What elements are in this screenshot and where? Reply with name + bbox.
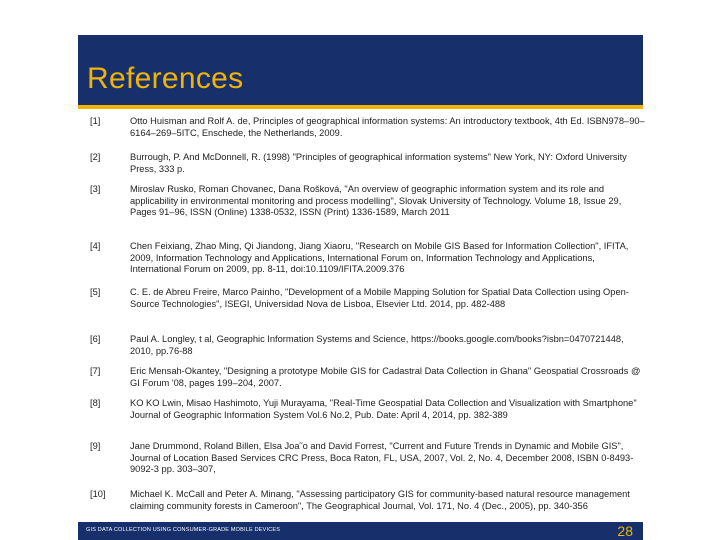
reference-number: [1] bbox=[90, 116, 101, 126]
reference-number: [7] bbox=[90, 366, 101, 376]
reference-text: C. E. de Abreu Freire, Marco Painho, "Development of a Mobile Mapping Solution for Spatial Data Collection using Open-Source Technologies", ISEGI, Universidad Nova de Lisboa, Elsevier Ltd. 2014, pp. 482-488 bbox=[130, 287, 629, 309]
slide-footer bbox=[78, 522, 643, 540]
reference-text: Chen Feixiang, Zhao Ming, Qi Jiandong, Jiang Xiaoru, "Research on Mobile GIS Based for Information Collection", IFITA, 2009, Information Technology and Applications, International Forum on, Information Technology and Applications, International Forum on 2009, pp. 8-11, doi:10.1109/IFITA.2009.376 bbox=[130, 241, 629, 275]
reference-number: [5] bbox=[90, 287, 101, 297]
reference-text: Jane Drummond, Roland Billen, Elsa Joa˜o and David Forrest, "Current and Future Trends in Dynamic and Mobile GIS", Journal of Location Based Services CRC Press, Boca Raton, FL, USA, 2007, Vol. 2, No. 4, December 2008, ISBN 0-8493-9092-3 pp. 303–307, bbox=[130, 441, 634, 475]
reference-number: [2] bbox=[90, 152, 101, 162]
reference-text: Michael K. McCall and Peter A. Minang, "Assessing participatory GIS for community-based natural resource management claiming community forests in Cameroon", The Geographical Journal, Vol. 171, No. 4 (Dec., 2005), pp. 340-356 bbox=[130, 489, 630, 511]
reference-text: Burrough, P. And McDonnell, R. (1998) "Principles of geographical information systems" New York, NY: Oxford University Press, 333 p. bbox=[130, 152, 627, 174]
reference-text: Eric Mensah-Okantey, "Designing a prototype Mobile GIS for Cadastral Data Collection in Ghana" Geospatial Crossroads @ GI Forum '08, pages 199–204, 2007. bbox=[130, 366, 641, 388]
reference-text: Paul A. Longley, t al, Geographic Information Systems and Science, https://books.google.com/books?isbn=0470721448, 2010, pp.76-88 bbox=[130, 334, 624, 356]
reference-text: Otto Huisman and Rolf A. de, Principles of geographical information systems: An introductory textbook, 4th Ed. ISBN978–90–6164–269–5ITC, Enschede, the Netherlands, 2009. bbox=[130, 116, 645, 138]
reference-text: Miroslav Rusko, Roman Chovanec, Dana Rošková, "An overview of geographic information system and its role and applicability in environmental monitoring and process modelling", Slovak University of Technology. Volume 18, Issue 29, Pages 91–96, ISSN (Online) 1338-0532, ISSN (Print) 1336-1589, March 2011 bbox=[130, 184, 622, 218]
reference-number: [4] bbox=[90, 241, 101, 251]
reference-text: KO KO Lwin, Misao Hashimoto, Yuji Murayama, "Real-Time Geospatial Data Collection and Visualization with Smartphone" Journal of Geographic Information System Vol.6 No.2, Pub. Date: April 4, 2014, pp. 382-389 bbox=[130, 398, 637, 420]
reference-number: [3] bbox=[90, 184, 101, 194]
header-divider bbox=[78, 105, 643, 109]
reference-number: [10] bbox=[90, 489, 106, 499]
page-number: 28 bbox=[617, 523, 633, 539]
footer-text: GIS DATA COLLECTION USING CONSUMER-GRADE MOBILE DEVICES bbox=[86, 527, 281, 533]
reference-number: [8] bbox=[90, 398, 101, 408]
reference-number: [9] bbox=[90, 441, 101, 451]
reference-number: [6] bbox=[90, 334, 101, 344]
slide-title: References bbox=[87, 62, 244, 95]
slide-header bbox=[78, 35, 643, 105]
